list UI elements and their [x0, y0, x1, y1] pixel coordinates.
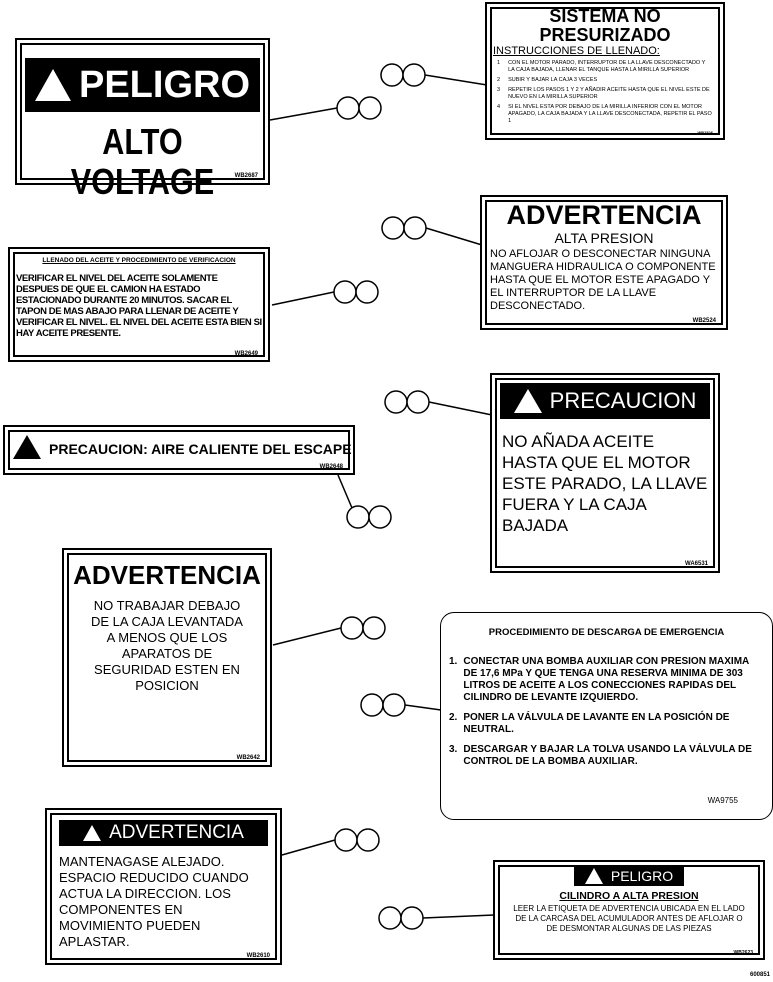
callout-9 [282, 829, 379, 855]
title: CILINDRO A ALTA PRESION [559, 890, 699, 902]
body-text: MANTENAGASE ALEJADO. ESPACIO REDUCIDO CUANDO ACTUA LA DIRECCION. LOS COMPONENTES EN MOVIMIENTO PUEDEN APLASTAR. [59, 854, 249, 949]
warning-triangle-icon [514, 389, 542, 413]
part-number: WA6531 [684, 561, 708, 567]
warning-triangle-icon [83, 825, 101, 841]
warning-triangle-icon [13, 435, 41, 459]
step-number: 4 [497, 104, 501, 110]
decal-procedimiento-emergencia [440, 612, 773, 820]
decal-advertencia-alta-presion [480, 195, 728, 330]
body-text: PRECAUCION: AIRE CALIENTE DEL ESCAPE [49, 441, 352, 457]
subtitle: ALTA PRESION [554, 230, 654, 246]
step-text: REPETIR LOS PASOS 1 Y 2 Y AÑADIR ACEITE HASTA QUE EL NIVEL ESTE DE NUEVO EN LA MIRILLA SUPERIOR [508, 87, 710, 100]
step-text: DESCARGAR Y BAJAR LA TOLVA USANDO LA VÁLVULA DE CONTROL DE LA BOMBA AUXILIAR. [463, 744, 752, 767]
decal-sistema-no-presurizado [485, 2, 725, 140]
decal-precaucion-escape [3, 425, 355, 475]
step-number: 1 [497, 60, 501, 66]
figure-number: 600851 [750, 972, 771, 978]
callout-4 [272, 281, 378, 305]
warning-triangle-icon [35, 69, 71, 101]
step-number: 3. [449, 744, 458, 755]
step-text: CON EL MOTOR PARADO, INTERRUPTOR DE LA LLAVE DESCONECTADO Y LA CAJA BAJADA, LLENAR EL TANQUE HASTA LA MIRILLA SUPERIOR [508, 60, 706, 73]
body-text: NO AÑADA ACEITE HASTA QUE EL MOTOR ESTE PARADO, LA LLAVE FUERA Y LA CAJA BAJADA [502, 432, 708, 535]
step-number: 3 [497, 87, 501, 93]
callout-2 [381, 64, 487, 86]
decal-advertencia-mantengase [45, 808, 282, 965]
step-text: PONER LA VÁLVULA DE LAVANTE EN LA POSICIÓN DE NEUTRAL. [463, 712, 730, 735]
callout-1 [270, 97, 381, 120]
banner-text: PELIGRO [78, 63, 251, 106]
part-number: WB2687 [234, 173, 258, 179]
title: ADVERTENCIA [73, 560, 261, 590]
decal-advertencia-caja [62, 548, 272, 767]
callout-5 [385, 391, 492, 415]
step-number: 2 [497, 77, 501, 83]
step-number: 1. [449, 656, 458, 667]
part-number: WB2526 [697, 130, 713, 135]
body-text: NO TRABAJAR DEBAJO DE LA CAJA LEVANTADA A MENOS QUE LOS APARATOS DE SEGURIDAD ESTEN EN POSICION [91, 598, 243, 693]
part-number: WB2623 [733, 950, 753, 956]
warning-triangle-icon [585, 868, 603, 884]
step-text: SUBIR Y BAJAR LA CAJA 3 VECES [508, 77, 598, 83]
callout-8 [361, 694, 441, 716]
part-number: WB2524 [692, 318, 716, 324]
part-number: WB2642 [236, 755, 260, 761]
part-number: WB2610 [246, 953, 270, 959]
part-number: WB2649 [234, 351, 258, 357]
banner-text: PELIGRO [610, 868, 674, 884]
callout-10 [379, 907, 494, 929]
subtitle: INSTRUCCIONES DE LLENADO: [493, 45, 660, 57]
body-text: NO AFLOJAR O DESCONECTAR NINGUNA MANGUERA HIDRAULICA O COMPONENTE HASTA QUE EL MOTOR ESTE APAGADO Y EL INTERRUPTOR DE LA LLAVE DESCONECTADO. [490, 248, 716, 312]
step-number: 2. [449, 712, 458, 723]
title: ADVERTENCIA [506, 200, 702, 230]
banner-text: PRECAUCION [549, 388, 697, 413]
title: PRESURIZADO [539, 25, 671, 45]
callout-6 [338, 475, 391, 528]
callout-7 [273, 617, 385, 645]
body-text: ALTO VOLTAGE [70, 121, 215, 202]
body-text: LEER LA ETIQUETA DE ADVERTENCIA UBICADA EN EL LADO DE LA CARCASA DEL ACUMULADOR ANTES DE AFLOJAR O DE DESMONTAR ALGUNAS DE LAS PIEZAS [513, 904, 745, 933]
decal-llenado-aceite [8, 247, 270, 362]
title: SISTEMA NO [549, 6, 661, 26]
decal-peligro-cilindro [493, 860, 765, 960]
title: PROCEDIMIENTO DE DESCARGA DE EMERGENCIA [488, 627, 725, 638]
decal-precaucion-aceite [490, 373, 720, 573]
callout-3 [382, 217, 482, 245]
decal-peligro-alto-voltage [15, 38, 270, 202]
body-text: VERIFICAR EL NIVEL DEL ACEITE SOLAMENTE DESPUES DE QUE EL CAMION HA ESTADO ESTACIONADO DURANTE 20 MINUTOS. SACAR EL TAPON DE MAS ABAJO PARA LLENAR DE ACEITE Y VERIFICAR EL NIVEL. EL NIVEL DEL ACEITE ESTA BIEN SI HAY ACEITE PRESENTE. [16, 273, 262, 339]
step-text: CONECTAR UNA BOMBA AUXILIAR CON PRESION MAXIMA DE 17,6 MPa Y QUE TENGA UNA RESERVA MINIMA DE 303 LITROS DE ACEITE A LOS CONECCIONES RAPIDAS DEL CILINDRO DE LEVANTE IZQUIERDO. [463, 656, 749, 703]
title: LLENADO DEL ACEITE Y PROCEDIMIENTO DE VERIFICACION [42, 257, 236, 264]
step-text: SI EL NIVEL ESTA POR DEBAJO DE LA MIRILLA INFERIOR CON EL MOTOR APAGADO, LA CAJA BAJADA Y LA LLAVE DESCONECTADA, REPETIR EL PASO 1 [508, 104, 712, 124]
part-number: WB2648 [319, 464, 343, 470]
part-number: WA9755 [707, 796, 738, 805]
banner-text: ADVERTENCIA [109, 822, 244, 843]
